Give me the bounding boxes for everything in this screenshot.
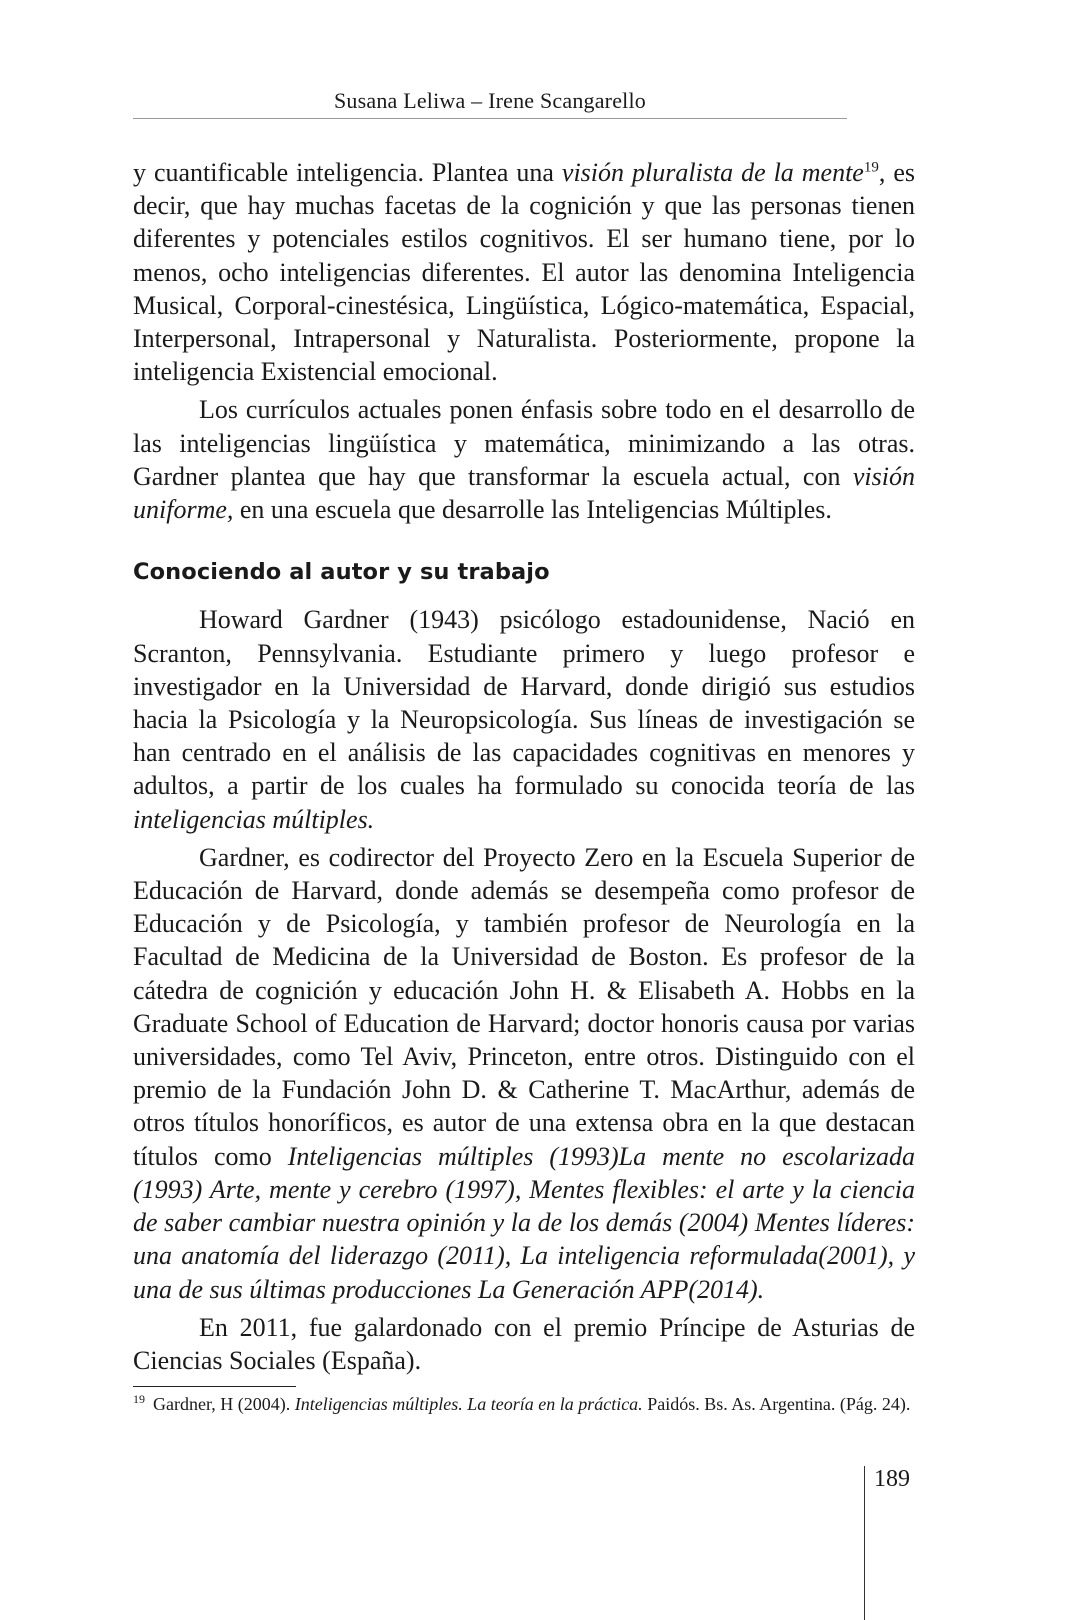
page-number-rule: [864, 1466, 865, 1620]
paragraph-4: [133, 841, 915, 1306]
italic-phrase: visión uniforme,: [133, 461, 915, 525]
running-head: Susana Leliwa – Irene Scangarello: [333, 88, 647, 113]
text: Los currículos actuales ponen énfasis sobre todo en el desarrollo de las inteligencias lingüística y matemática, minimizando a las otras. Gardner plantea que hay que transformar la escuela actual, con: [133, 395, 915, 491]
text: y cuantificable inteligencia. Plantea una: [133, 158, 562, 187]
paragraph-3: [133, 603, 915, 835]
italic-phrase: inteligencias múltiples.: [133, 804, 375, 834]
italic-title: Inteligencias múltiples. La teoría en la práctica.: [294, 1394, 643, 1414]
footnote: [133, 1392, 915, 1417]
text: Paidós. Bs. As. Argentina. (Pág. 24).: [642, 1394, 911, 1414]
italic-titles: Inteligencias múltiples (1993)La mente no escolarizada (1993) Arte, mente y cerebro (1997), Mentes flexibles: el arte y la ciencia de saber cambiar nuestra opinión y la de los demás (2004) Mentes líderes: una anatomía del liderazgo (2011), La inteligencia reformulada(2001), y una de sus últimas producciones La Generación APP(2014).: [133, 1141, 916, 1304]
body-text: [133, 156, 915, 1377]
text: Gardner, H (2004).: [153, 1394, 295, 1414]
header-rule: [133, 118, 847, 119]
text: En 2011, fue galardonado con el premio Príncipe de Asturias de Ciencias Sociales (España).: [133, 1312, 915, 1375]
page-number: 189: [874, 1466, 910, 1492]
text: Gardner, es codirector del Proyecto Zero en la Escuela Superior de Educación de Harvard, donde además se desempeña como profesor de Educación y de Psicología, y también profesor de Neurología en la Facultad de Medicina de la Universidad de Boston. Es profesor de la cátedra de cognición y educación John H. & Elisabeth A. Hobbs en la Graduate School of Education de Harvard; doctor honoris causa por varias universidades, como Tel Aviv, Princeton, entre otros. Distinguido con el premio de la Fundación John D. & Catherine T. MacArthur, además de otros títulos honoríficos, es autor de una extensa obra en la que destacan títulos como: [133, 842, 915, 1171]
text: en una escuela que desarrolle las Inteligencias Múltiples.: [233, 495, 832, 525]
footnote-ref: 19: [863, 159, 879, 176]
italic-phrase: visión pluralista de la mente: [561, 158, 864, 187]
section-heading: Conociendo al autor y su trabajo: [133, 559, 550, 586]
paragraph-5: [133, 1311, 915, 1377]
footnote-rule: [133, 1386, 296, 1387]
text: Howard Gardner (1943) psicólogo estadounidense, Nació en Scranton, Pennsylvania. Estudiante primero y luego profesor e investigador en la Universidad de Harvard, donde dirigió sus estudios hacia la Psicología y la Neuropsicología. Sus líneas de investigación se han centrado en el análisis de las capacidades cognitivas en menores y adultos, a partir de los cuales ha formulado su conocida teoría de las: [133, 605, 915, 801]
paragraph-1: [133, 156, 915, 388]
paragraph-2: [133, 393, 915, 526]
text: , es decir, que hay muchas facetas de la cognición y que las personas tienen diferentes y potenciales estilos cognitivos. El ser humano tiene, por lo menos, ocho inteligencias diferentes. El autor las denomina Inteligencia Musical, Corporal-cinestésica, Lingüística, Lógico-matemática, Espacial, Interpersonal, Intrapersonal y Naturalista. Posteriormente, propone la inteligencia Existencial emocional.: [133, 158, 915, 387]
footnote-number: 19: [133, 1392, 145, 1406]
